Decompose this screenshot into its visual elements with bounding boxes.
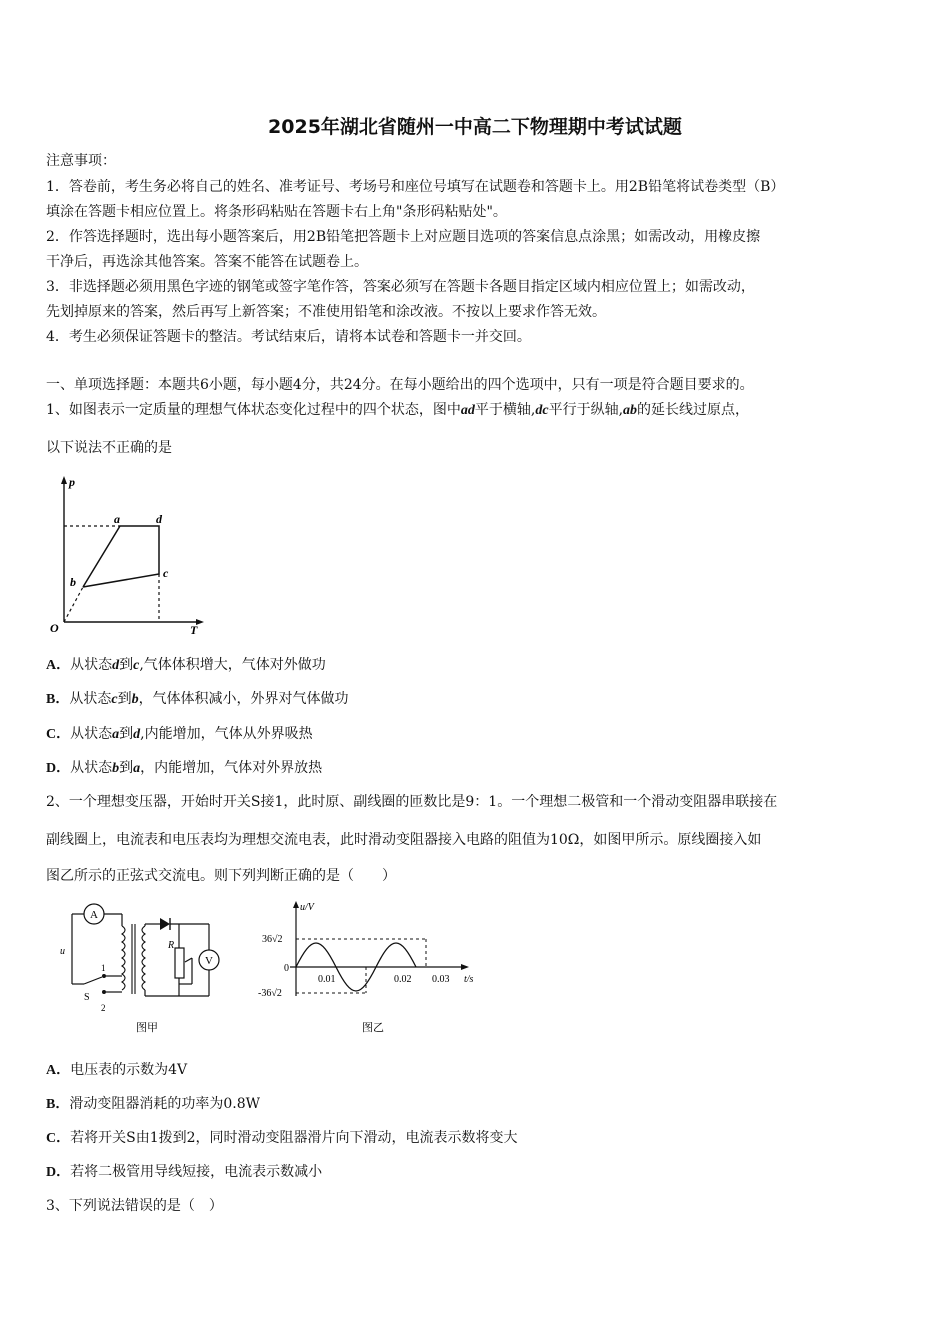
question-2-stem-line1: 2、一个理想变压器，开始时开关S接1，此时原、副线圈的匝数比是9：1。一个理想二极管和一个滑动变阻器串联接在 xyxy=(46,794,778,810)
notice-line: 3．非选择题必须用黑色字迹的钢笔或签字笔作答，答案必须写在答题卡各题目指定区域内相应位置上；如需改动， xyxy=(46,279,755,295)
notice-line: 干净后，再选涂其他答案。答案不能答在试题卷上。 xyxy=(46,254,368,270)
svg-text:V: V xyxy=(205,955,213,967)
q1-option-b[interactable]: B．从状态c到b，气体体积减小，外界对气体做功 xyxy=(46,691,349,707)
notice-line: 1．答卷前，考生务必将自己的姓名、准考证号、考场号和座位号填写在试题卷和答题卡上。用2B铅笔将试卷类型（B） xyxy=(46,179,785,195)
svg-text:0.03: 0.03 xyxy=(432,974,450,985)
pt-diagram xyxy=(44,474,214,639)
svg-text:图甲: 图甲 xyxy=(136,1022,158,1034)
svg-text:T: T xyxy=(190,623,198,637)
svg-text:O: O xyxy=(50,621,59,635)
notice-line: 先划掉原来的答案，然后再写上新答案；不准使用铅笔和涂改液。不按以上要求作答无效。 xyxy=(46,304,606,320)
svg-text:0.01: 0.01 xyxy=(318,974,336,985)
q1-option-a[interactable]: A．从状态d到c,气体体积增大，气体对外做功 xyxy=(46,657,326,673)
notice-line: 2．作答选择题时，选出每小题答案后，用2B铅笔把答题卡上对应题目选项的答案信息点涂黑；如需改动，用橡皮擦 xyxy=(46,229,761,245)
svg-text:S: S xyxy=(84,992,90,1003)
svg-text:R: R xyxy=(168,940,175,951)
svg-text:d: d xyxy=(156,512,162,526)
rheostat-icon xyxy=(175,948,184,978)
question-3-stem: 3、下列说法错误的是（ ） xyxy=(46,1198,223,1214)
q2-option-a[interactable]: A．电压表的示数为4V xyxy=(46,1062,188,1078)
question-1-stem: 1、如图表示一定质量的理想气体状态变化过程中的四个状态，图中ad平于横轴,dc平行于纵轴,ab的延长线过原点， xyxy=(46,402,750,418)
notice-line: 4．考生必须保证答题卡的整洁。考试结束后，请将本试卷和答题卡一并交回。 xyxy=(46,329,531,345)
svg-text:a: a xyxy=(114,512,120,526)
svg-text:0.02: 0.02 xyxy=(394,974,412,985)
notice-heading: 注意事项： xyxy=(46,153,116,169)
svg-text:p: p xyxy=(69,475,75,489)
svg-text:c: c xyxy=(163,566,169,580)
diode-icon xyxy=(160,918,170,930)
svg-text:t/s: t/s xyxy=(464,974,474,985)
q1-option-c[interactable]: C．从状态a到d,内能增加，气体从外界吸热 xyxy=(46,726,313,742)
notice-line: 填涂在答题卡相应位置上。将条形码粘贴在答题卡右上角"条形码粘贴处"。 xyxy=(46,204,507,220)
question-2-stem-line2: 副线圈上，电流表和电压表均为理想交流电表，此时滑动变阻器接入电路的阻值为10Ω，如图甲所示。原线圈接入如 xyxy=(46,832,762,848)
voltage-sine-graph xyxy=(248,896,494,1038)
svg-text:图乙: 图乙 xyxy=(362,1022,384,1034)
question-2-stem-line3: 图乙所示的正弦式交流电。则下列判断正确的是（ ） xyxy=(46,868,396,884)
svg-text:b: b xyxy=(70,575,76,589)
svg-text:1: 1 xyxy=(101,963,106,973)
page-title: 2025年湖北省随州一中高二下物理期中考试试题 xyxy=(268,116,682,138)
svg-text:0: 0 xyxy=(284,963,289,974)
question-1-stem-line2: 以下说法不正确的是 xyxy=(46,440,172,456)
svg-text:u/V: u/V xyxy=(300,902,314,913)
svg-text:u: u xyxy=(60,946,65,957)
transformer-circuit-diagram xyxy=(44,896,244,1038)
q2-option-b[interactable]: B．滑动变阻器消耗的功率为0.8W xyxy=(46,1096,260,1112)
q2-option-c[interactable]: C．若将开关S由1拨到2，同时滑动变阻器滑片向下滑动，电流表示数将变大 xyxy=(46,1130,518,1146)
svg-text:2: 2 xyxy=(101,1003,106,1013)
svg-text:-36√2: -36√2 xyxy=(258,988,282,999)
q1-option-d[interactable]: D．从状态b到a，内能增加，气体对外界放热 xyxy=(46,760,323,776)
svg-text:A: A xyxy=(90,909,98,921)
q2-option-d[interactable]: D．若将二极管用导线短接，电流表示数减小 xyxy=(46,1164,323,1180)
section-heading: 一、单项选择题：本题共6小题，每小题4分，共24分。在每小题给出的四个选项中，只有一项是符合题目要求的。 xyxy=(46,377,754,393)
svg-text:36√2: 36√2 xyxy=(262,934,283,945)
